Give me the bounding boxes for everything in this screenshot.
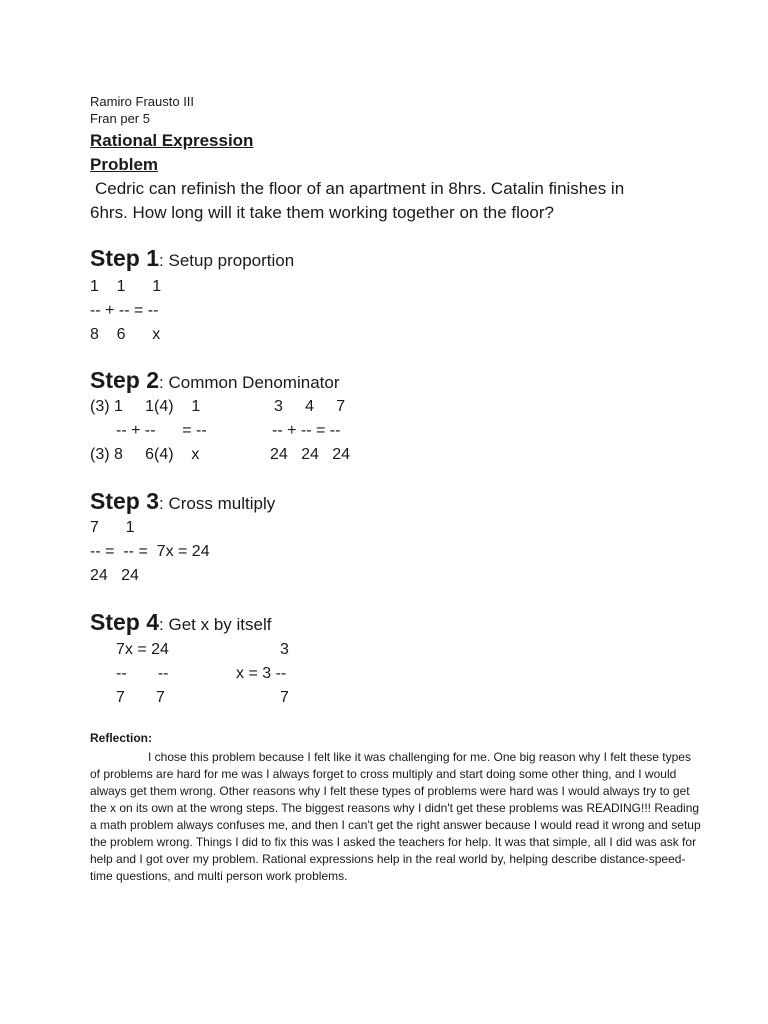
- step-3-line-2: -- = -- = 7x = 24: [90, 543, 210, 560]
- step-4-left-line-1: 7x = 24: [116, 641, 169, 658]
- step-2-right-line-2: -- + -- = --: [272, 422, 341, 439]
- step-2-title: [90, 367, 340, 394]
- step-1-line-1: 1 1 1: [90, 278, 162, 295]
- step-2-right-line-1: 3 4 7: [274, 398, 346, 415]
- step-2-left-line-1: (3) 1 1(4) 1: [90, 398, 201, 415]
- step-4-title: [90, 609, 271, 636]
- step-4-right-line-3: 7: [280, 689, 289, 706]
- step-3-line-3: 24 24: [90, 567, 139, 584]
- step-3-label: Step 3: [90, 488, 160, 514]
- problem-text: Cedric can refinish the floor of an apartment in 8hrs. Catalin finishes in 6hrs. How long will it take them working together on the floor?: [90, 179, 625, 222]
- step-4-right-line-1: 3: [280, 641, 289, 658]
- step-1-line-3: 8 6 x: [90, 326, 161, 343]
- document-title: Rational Expression: [90, 131, 254, 150]
- step-1-label: Step 1: [90, 245, 160, 271]
- step-1-description: : Setup proportion: [159, 251, 295, 270]
- step-4-left-line-2: -- --: [116, 665, 169, 682]
- reflection-heading: Reflection:: [90, 731, 153, 745]
- step-2-description: : Common Denominator: [159, 373, 340, 392]
- step-1-title: [90, 245, 294, 272]
- problem-heading: Problem: [90, 155, 159, 174]
- author-name: Ramiro Frausto III: [90, 94, 195, 109]
- step-4-label: Step 4: [90, 609, 160, 635]
- reflection-text: I chose this problem because I felt like it was challenging for me. One big reason why I felt these types of problems are hard for me was I always forget to cross multiply and start doing some other thing, and I would always get them wrong. Other reasons why I felt these types of problems were hard was I would always try to get the x on its own at the wrong steps. The biggest reasons why I didn't get these problems was READING!!! Reading a math problem always confuses me, and then I can't get the right answer because I would read it wrong and setup the problem wrong. Things I did to fix this was I asked the teachers for help. It was that simple, all I did was ask for help and I got over my problem. Rational expressions help in the real world by, helping describe distance-speed-time questions, and multi person work problems.: [90, 750, 701, 883]
- step-3-description: : Cross multiply: [159, 494, 276, 513]
- class-period: Fran per 5: [90, 111, 150, 126]
- step-3-title: [90, 488, 275, 515]
- step-2-left-line-3: (3) 8 6(4) x: [90, 446, 200, 463]
- step-2-label: Step 2: [90, 367, 160, 393]
- step-2-right-line-3: 24 24 24: [270, 446, 351, 463]
- step-4-left-line-3: 7 7: [116, 689, 165, 706]
- step-2-left-line-2: -- + -- = --: [116, 422, 207, 439]
- step-4-right-line-2: x = 3 --: [236, 665, 287, 682]
- step-1-line-2: -- + -- = --: [90, 302, 159, 319]
- step-4-description: : Get x by itself: [159, 615, 272, 634]
- step-3-line-1: 7 1: [90, 519, 135, 536]
